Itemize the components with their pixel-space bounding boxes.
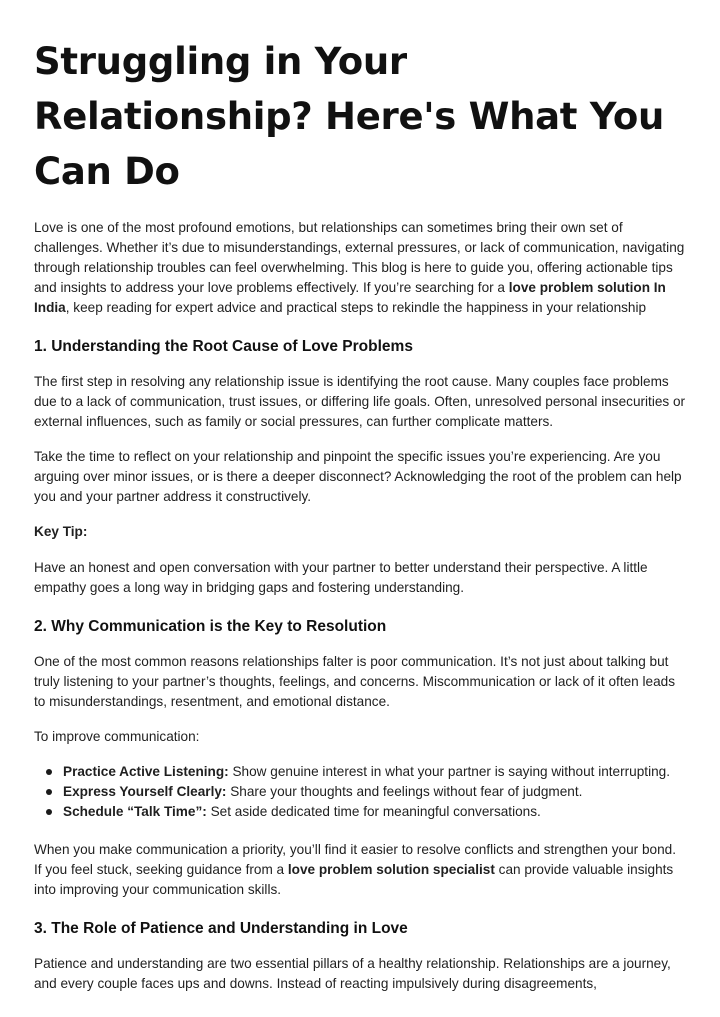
section1-heading: 1. Understanding the Root Cause of Love Problems	[34, 338, 413, 355]
section3-heading: 3. The Role of Patience and Understanding in Love	[34, 920, 408, 937]
list-item	[34, 762, 686, 781]
section2-heading: 2. Why Communication is the Key to Resolution	[34, 618, 387, 635]
list-item	[34, 802, 686, 821]
list-item	[34, 782, 686, 801]
section2-p3-bold: love problem solution specialist	[287, 862, 495, 877]
intro-text-before: Love is one of the most profound emotions, but relationships can sometimes bring their own set of challenges. Whether it’s due to misunderstandings, external pressures, or lack of communication, navigating through relationship troubles can feel overwhelming. This blog is here to guide you, offering actionable tips and insights to address your love problems effectively. If you’re searching for a	[34, 220, 685, 295]
page-title: Struggling in Your Relationship? Here's What You Can Do	[34, 40, 665, 193]
section2-paragraph-1: One of the most common reasons relationships falter is poor communication. It’s not just about talking but truly listening to your partner’s thoughts, feelings, and concerns. Miscommunication or lack of it often leads to misunderstandings, resentment, and emotional distance.	[34, 654, 675, 709]
section1-paragraph-1: The first step in resolving any relationship issue is identifying the root cause. Many couples face problems due to a lack of communication, trust issues, or differing life goals. Often, unresolved personal insecurities or external influences, such as family or social pressures, can further complicate matters.	[34, 374, 686, 429]
list-item-text: Set aside dedicated time for meaningful conversations.	[206, 804, 541, 819]
list-item-bold: Express Yourself Clearly:	[63, 784, 227, 799]
list-item-bold: Schedule “Talk Time”:	[63, 804, 207, 819]
section2-paragraph-3	[34, 840, 686, 900]
intro-paragraph	[34, 218, 686, 318]
list-item-text: Share your thoughts and feelings without fear of judgment.	[226, 784, 583, 799]
section1-paragraph-3: Have an honest and open conversation with your partner to better understand their perspective. A little empathy goes a long way in bridging gaps and fostering understanding.	[34, 560, 648, 595]
section1-paragraph-2: Take the time to reflect on your relationship and pinpoint the specific issues you’re experiencing. Are you arguing over minor issues, or is there a deeper disconnect? Acknowledging the root of the problem can help you and your partner address it constructively.	[34, 449, 682, 504]
intro-text-after: , keep reading for expert advice and practical steps to rekindle the happiness in your relationship	[65, 300, 647, 315]
section2-paragraph-2: To improve communication:	[34, 729, 200, 744]
list-item-bold: Practice Active Listening:	[63, 764, 229, 779]
section2-p3-after: can provide valuable insights into improving your communication skills.	[34, 862, 674, 897]
key-tip-label: Key Tip:	[34, 524, 88, 539]
intro-bold-link-text: love problem solution In India	[34, 280, 666, 315]
section3-paragraph-1: Patience and understanding are two essential pillars of a healthy relationship. Relationships are a journey, and every couple faces ups and downs. Instead of reacting impulsively during disagreements,	[34, 956, 671, 991]
section2-p3-before: When you make communication a priority, you’ll find it easier to resolve conflicts and strengthen your bond. If you feel stuck, seeking guidance from a	[34, 842, 676, 877]
communication-tips-list	[34, 762, 686, 821]
list-item-text: Show genuine interest in what your partner is saying without interrupting.	[228, 764, 670, 779]
